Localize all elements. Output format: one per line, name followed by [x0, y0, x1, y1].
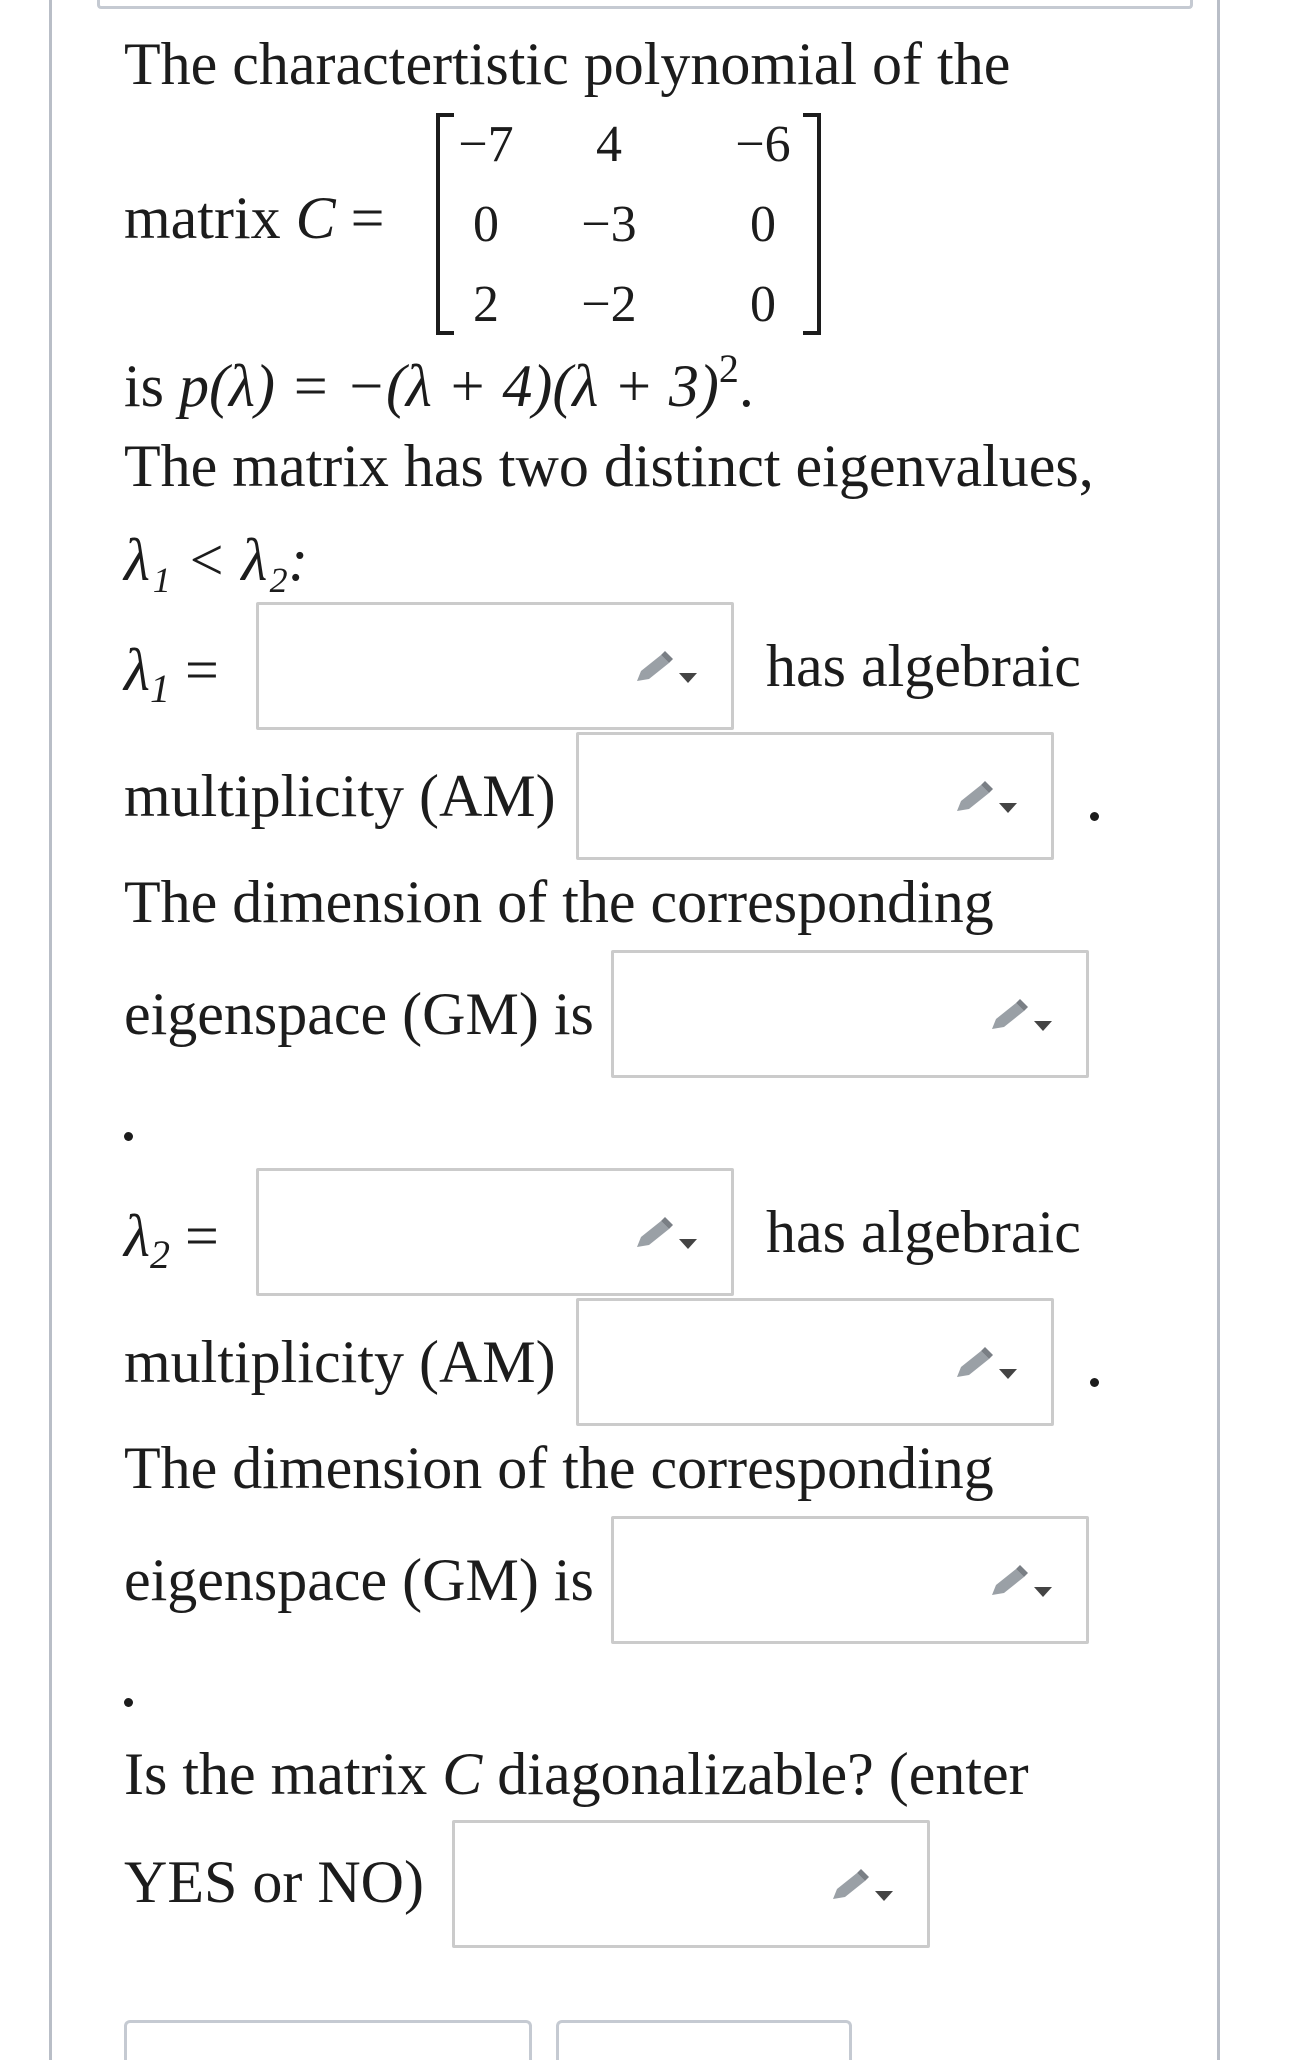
- polynomial-line: is $p(\lambda) = -(\lambda + 4)(\lambda + 3)^2$.: [124, 346, 754, 419]
- has-algebraic-text: has algebraic: [766, 1199, 1081, 1265]
- dimension-line: The dimension of the corresponding: [124, 1435, 994, 1501]
- matrix-cell: −2: [581, 276, 637, 333]
- pencil-dropdown-icon[interactable]: [633, 651, 703, 691]
- eigenvalue-order: λ₁ < λ₂:: [124, 527, 309, 593]
- matrix-cell: 4: [596, 116, 622, 173]
- lambda2-am-input[interactable]: [576, 1298, 1054, 1426]
- period-mark: [124, 1698, 133, 1707]
- multiplicity-label: multiplicity (AM): [124, 1329, 556, 1395]
- matrix-cell: −6: [735, 116, 791, 173]
- lambda1-am-input[interactable]: [576, 732, 1054, 860]
- lambda1-gm-input[interactable]: [611, 950, 1089, 1078]
- pencil-dropdown-icon[interactable]: [988, 999, 1058, 1039]
- multiplicity-label: multiplicity (AM): [124, 763, 556, 829]
- diagonalizable-question-line2: YES or NO): [124, 1849, 424, 1915]
- eigenspace-label: eigenspace (GM) is: [124, 981, 594, 1047]
- pencil-dropdown-icon[interactable]: [953, 781, 1023, 821]
- period-mark: [124, 1132, 133, 1141]
- pencil-dropdown-icon[interactable]: [829, 1869, 899, 1909]
- diagonalizable-question: Is the matrix C diagonalizable? (enter: [124, 1741, 1029, 1807]
- lambda2-label: $\lambda_2$ =: [124, 1203, 219, 1277]
- dimension-line: The dimension of the corresponding: [124, 869, 994, 935]
- lambda2-gm-input[interactable]: [611, 1516, 1089, 1644]
- matrix-cell: 0: [473, 196, 499, 253]
- distinct-eigenvalues-line: The matrix has two distinct eigenvalues,: [124, 433, 1094, 499]
- bottom-button-left[interactable]: [124, 2020, 532, 2060]
- pencil-dropdown-icon[interactable]: [988, 1565, 1058, 1605]
- bottom-button-right[interactable]: [556, 2020, 852, 2060]
- pencil-dropdown-icon[interactable]: [633, 1217, 703, 1257]
- previous-field-bottom: [97, 0, 1193, 9]
- period-mark: [1090, 812, 1099, 821]
- matrix-cell: 0: [750, 276, 776, 333]
- matrix-c: [436, 113, 821, 335]
- matrix-cell: −3: [581, 196, 637, 253]
- lambda2-input[interactable]: [256, 1168, 734, 1296]
- pencil-dropdown-icon[interactable]: [953, 1347, 1023, 1387]
- diagonalizable-input[interactable]: [452, 1820, 930, 1948]
- intro-line: The charactertistic polynomial of the: [124, 31, 1011, 97]
- matrix-label: matrix C =: [124, 185, 385, 251]
- lambda1-input[interactable]: [256, 602, 734, 730]
- has-algebraic-text: has algebraic: [766, 633, 1081, 699]
- matrix-cell: 0: [750, 196, 776, 253]
- matrix-cell: −7: [458, 116, 514, 173]
- period-mark: [1090, 1378, 1099, 1387]
- lambda1-label: $\lambda_1$ =: [124, 637, 219, 711]
- eigenspace-label: eigenspace (GM) is: [124, 1547, 594, 1613]
- matrix-cell: 2: [473, 276, 499, 333]
